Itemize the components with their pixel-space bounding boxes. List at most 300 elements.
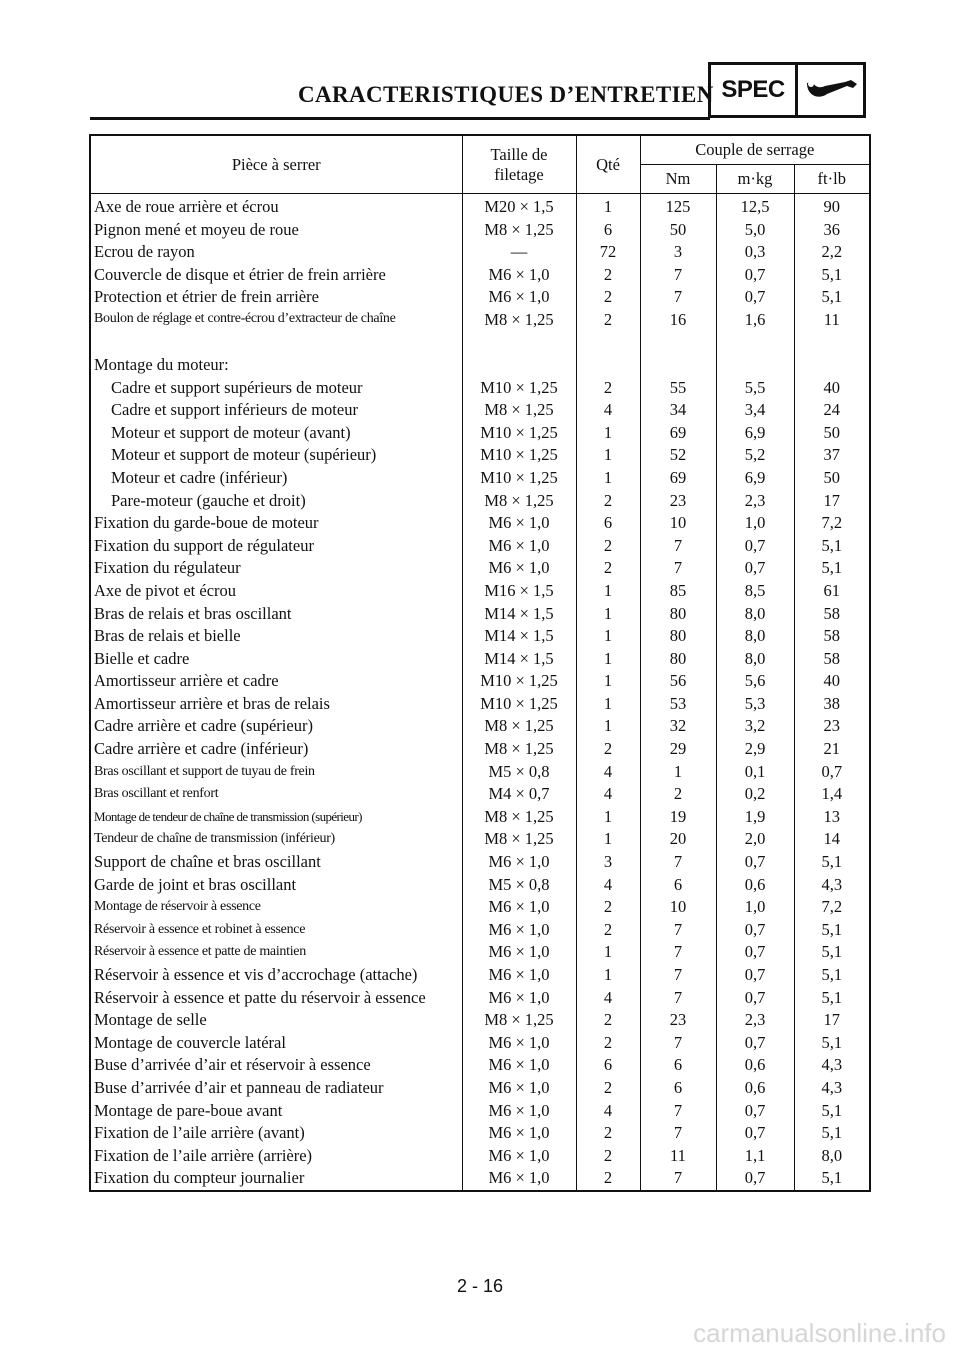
cell-thread: M8 × 1,25 <box>462 309 576 354</box>
part-name-text: Couvercle de disque et étrier de frein arrière <box>94 264 386 284</box>
cell-ftlb: 5,1 <box>794 557 870 580</box>
cell-nm: 7 <box>640 964 716 987</box>
table-row <box>90 987 870 1010</box>
cell-mkg: 0,3 <box>716 241 794 264</box>
part-name-text: Garde de joint et bras oscillant <box>94 874 297 894</box>
cell-qty: 2 <box>576 309 640 354</box>
cell-qty: 2 <box>576 738 640 761</box>
torque-table-wrapper <box>89 134 869 1192</box>
cell-ftlb: 5,1 <box>794 1167 870 1191</box>
cell-nm: 10 <box>640 896 716 919</box>
cell-mkg: 0,6 <box>716 874 794 897</box>
cell-mkg: 5,5 <box>716 377 794 400</box>
cell-thread: M6 × 1,0 <box>462 286 576 309</box>
cell-nm: 10 <box>640 512 716 535</box>
table-row <box>90 648 870 671</box>
cell-nm: 20 <box>640 828 716 851</box>
cell-thread: M20 × 1,5 <box>462 194 576 219</box>
part-name-text: Bras oscillant et support de tuyau de frein <box>94 763 315 779</box>
cell-thread: M8 × 1,25 <box>462 490 576 513</box>
cell-nm: 52 <box>640 444 716 467</box>
cell-qty: 2 <box>576 264 640 287</box>
cell-mkg: 8,0 <box>716 603 794 626</box>
cell-qty: 4 <box>576 399 640 422</box>
cell-nm: 80 <box>640 603 716 626</box>
cell-mkg: 6,9 <box>716 422 794 445</box>
cell-qty: 4 <box>576 761 640 784</box>
cell-qty: 1 <box>576 828 640 851</box>
cell-ftlb: 4,3 <box>794 1077 870 1100</box>
cell-nm: 7 <box>640 1122 716 1145</box>
cell-thread: M14 × 1,5 <box>462 648 576 671</box>
table-row <box>90 422 870 445</box>
part-name <box>90 1009 462 1032</box>
cell-mkg: 0,7 <box>716 535 794 558</box>
cell-nm: 11 <box>640 1145 716 1168</box>
table-row <box>90 1145 870 1168</box>
part-name-text: Fixation de l’aile arrière (arrière) <box>94 1145 313 1165</box>
cell-qty: 1 <box>576 194 640 219</box>
table-row <box>90 806 870 829</box>
cell-thread: M5 × 0,8 <box>462 761 576 784</box>
part-name <box>90 490 462 513</box>
table-row <box>90 670 870 693</box>
cell-mkg: 3,4 <box>716 399 794 422</box>
cell-qty: 2 <box>576 557 640 580</box>
page-number: 2 - 16 <box>456 1276 504 1296</box>
header-ftlb: ft·lb <box>794 165 870 194</box>
cell-nm: 23 <box>640 490 716 513</box>
cell-nm: 125 <box>640 194 716 219</box>
cell-qty: 1 <box>576 467 640 490</box>
cell-mkg: 1,9 <box>716 806 794 829</box>
table-row <box>90 286 870 309</box>
cell-nm: 7 <box>640 1167 716 1191</box>
cell-qty: 1 <box>576 580 640 603</box>
part-name-text: Pare-moteur (gauche et droit) <box>111 490 306 510</box>
part-name-text: Moteur et support de moteur (avant) <box>111 422 351 442</box>
table-row <box>90 874 870 897</box>
part-name <box>90 512 462 535</box>
part-name-text: Fixation du garde-boue de moteur <box>94 513 319 533</box>
cell-qty <box>576 354 640 377</box>
header-nm: Nm <box>640 165 716 194</box>
cell-ftlb: 7,2 <box>794 896 870 919</box>
part-name <box>90 422 462 445</box>
cell-mkg: 5,6 <box>716 670 794 693</box>
cell-qty: 6 <box>576 1054 640 1077</box>
cell-ftlb: 58 <box>794 603 870 626</box>
cell-nm: 2 <box>640 783 716 806</box>
cell-qty: 2 <box>576 1167 640 1191</box>
cell-ftlb: 5,1 <box>794 987 870 1010</box>
cell-ftlb: 5,1 <box>794 851 870 874</box>
cell-nm: 23 <box>640 1009 716 1032</box>
part-name <box>90 783 462 806</box>
part-name <box>90 194 462 219</box>
table-row <box>90 896 870 919</box>
cell-thread: M14 × 1,5 <box>462 625 576 648</box>
table-row <box>90 512 870 535</box>
part-name <box>90 1167 462 1191</box>
cell-ftlb: 40 <box>794 377 870 400</box>
cell-nm: 7 <box>640 919 716 942</box>
cell-qty: 1 <box>576 444 640 467</box>
part-name-text: Ecrou de rayon <box>94 242 195 262</box>
cell-nm: 16 <box>640 309 716 354</box>
cell-thread: M14 × 1,5 <box>462 603 576 626</box>
cell-ftlb: 40 <box>794 670 870 693</box>
cell-thread: M10 × 1,25 <box>462 444 576 467</box>
part-name-text: Pignon mené et moyeu de roue <box>94 219 299 239</box>
cell-mkg: 1,0 <box>716 512 794 535</box>
cell-thread: M10 × 1,25 <box>462 670 576 693</box>
table-row <box>90 535 870 558</box>
cell-qty: 1 <box>576 625 640 648</box>
cell-qty: 2 <box>576 1145 640 1168</box>
cell-ftlb: 37 <box>794 444 870 467</box>
table-row <box>90 1167 870 1191</box>
part-name-text: Réservoir à essence et patte de maintien <box>94 944 306 960</box>
cell-ftlb: 90 <box>794 194 870 219</box>
cell-thread: M6 × 1,0 <box>462 896 576 919</box>
table-row <box>90 964 870 987</box>
cell-qty: 2 <box>576 1009 640 1032</box>
part-name <box>90 286 462 309</box>
table-row <box>90 603 870 626</box>
watermark: carmanualsonline.info <box>693 1318 946 1348</box>
cell-thread: M6 × 1,0 <box>462 512 576 535</box>
table-row <box>90 1122 870 1145</box>
cell-mkg: 0,6 <box>716 1077 794 1100</box>
cell-thread: M16 × 1,5 <box>462 580 576 603</box>
spec-label: SPEC <box>711 65 798 115</box>
part-name <box>90 535 462 558</box>
cell-nm: 6 <box>640 874 716 897</box>
part-name-text: Fixation du compteur journalier <box>94 1168 305 1188</box>
cell-thread: — <box>462 241 576 264</box>
cell-ftlb: 0,7 <box>794 761 870 784</box>
cell-nm: 6 <box>640 1077 716 1100</box>
cell-thread: M6 × 1,0 <box>462 1167 576 1191</box>
part-name <box>90 851 462 874</box>
cell-qty: 1 <box>576 693 640 716</box>
part-name <box>90 896 462 919</box>
part-name <box>90 987 462 1010</box>
table-row <box>90 490 870 513</box>
cell-ftlb: 11 <box>794 309 870 354</box>
table-row <box>90 557 870 580</box>
part-name-text: Amortisseur arrière et bras de relais <box>94 693 330 713</box>
part-name <box>90 377 462 400</box>
part-name <box>90 648 462 671</box>
cell-ftlb: 5,1 <box>794 535 870 558</box>
cell-ftlb: 21 <box>794 738 870 761</box>
cell-thread: M6 × 1,0 <box>462 557 576 580</box>
cell-thread: M8 × 1,25 <box>462 1009 576 1032</box>
cell-nm: 7 <box>640 941 716 964</box>
cell-qty: 1 <box>576 603 640 626</box>
part-name <box>90 309 462 354</box>
cell-mkg: 1,6 <box>716 309 794 354</box>
part-name <box>90 264 462 287</box>
cell-mkg: 2,3 <box>716 1009 794 1032</box>
part-name-text: Boulon de réglage et contre-écrou d’extracteur de chaîne <box>94 310 396 326</box>
part-name <box>90 919 462 942</box>
cell-qty: 1 <box>576 964 640 987</box>
table-row <box>90 377 870 400</box>
table-row <box>90 467 870 490</box>
cell-mkg: 0,2 <box>716 783 794 806</box>
cell-ftlb <box>794 354 870 377</box>
table-row <box>90 194 870 219</box>
cell-thread: M6 × 1,0 <box>462 264 576 287</box>
cell-mkg: 1,1 <box>716 1145 794 1168</box>
part-name-text: Fixation du support de régulateur <box>94 535 314 555</box>
table-row <box>90 715 870 738</box>
part-name-text: Buse d’arrivée d’air et réservoir à essence <box>94 1055 371 1075</box>
cell-nm: 3 <box>640 241 716 264</box>
cell-mkg: 0,1 <box>716 761 794 784</box>
part-name-text: Fixation de l’aile arrière (avant) <box>94 1123 305 1143</box>
cell-nm: 7 <box>640 987 716 1010</box>
table-row <box>90 851 870 874</box>
cell-mkg: 8,5 <box>716 580 794 603</box>
part-name-text: Cadre arrière et cadre (inférieur) <box>94 739 309 759</box>
cell-qty: 6 <box>576 219 640 242</box>
part-name <box>90 219 462 242</box>
cell-thread: M8 × 1,25 <box>462 715 576 738</box>
part-name <box>90 580 462 603</box>
table-row <box>90 1009 870 1032</box>
cell-thread: M6 × 1,0 <box>462 535 576 558</box>
part-name-text: Montage de couvercle latéral <box>94 1032 286 1052</box>
cell-qty: 6 <box>576 512 640 535</box>
cell-thread: M6 × 1,0 <box>462 941 576 964</box>
cell-nm: 19 <box>640 806 716 829</box>
part-name-text: Cadre arrière et cadre (supérieur) <box>94 716 313 736</box>
table-row <box>90 309 870 354</box>
header-mkg: m·kg <box>716 165 794 194</box>
cell-ftlb: 17 <box>794 490 870 513</box>
cell-ftlb: 5,1 <box>794 1100 870 1123</box>
cell-mkg: 0,7 <box>716 941 794 964</box>
part-name <box>90 964 462 987</box>
cell-mkg <box>716 354 794 377</box>
cell-ftlb: 5,1 <box>794 919 870 942</box>
cell-mkg: 0,7 <box>716 1122 794 1145</box>
table-row <box>90 738 870 761</box>
cell-ftlb: 5,1 <box>794 264 870 287</box>
part-name-text: Montage de réservoir à essence <box>94 899 261 915</box>
part-name <box>90 625 462 648</box>
table-row <box>90 761 870 784</box>
table-row <box>90 828 870 851</box>
part-name-text: Montage de tendeur de chaîne de transmission (supérieur) <box>94 808 362 824</box>
cell-ftlb: 4,3 <box>794 874 870 897</box>
cell-qty: 2 <box>576 1032 640 1055</box>
cell-nm: 80 <box>640 625 716 648</box>
cell-mkg: 0,7 <box>716 1032 794 1055</box>
part-name <box>90 670 462 693</box>
page-title: CARACTERISTIQUES D’ENTRETIEN <box>298 82 714 107</box>
part-name <box>90 241 462 264</box>
cell-qty: 1 <box>576 806 640 829</box>
table-row <box>90 580 870 603</box>
part-name-text: Tendeur de chaîne de transmission (inférieur) <box>94 831 335 847</box>
cell-ftlb: 17 <box>794 1009 870 1032</box>
cell-mkg: 12,5 <box>716 194 794 219</box>
cell-mkg: 2,3 <box>716 490 794 513</box>
cell-thread: M6 × 1,0 <box>462 964 576 987</box>
part-name <box>90 715 462 738</box>
cell-mkg: 0,7 <box>716 286 794 309</box>
cell-nm: 7 <box>640 557 716 580</box>
cell-ftlb: 8,0 <box>794 1145 870 1168</box>
cell-ftlb: 14 <box>794 828 870 851</box>
part-name <box>90 1122 462 1145</box>
part-name-text: Moteur et support de moteur (supérieur) <box>111 445 377 465</box>
cell-ftlb: 50 <box>794 422 870 445</box>
part-name <box>90 354 462 377</box>
cell-thread: M6 × 1,0 <box>462 1122 576 1145</box>
table-row <box>90 241 870 264</box>
cell-ftlb: 38 <box>794 693 870 716</box>
cell-nm: 69 <box>640 467 716 490</box>
part-name <box>90 1100 462 1123</box>
cell-thread: M8 × 1,25 <box>462 219 576 242</box>
cell-qty: 4 <box>576 987 640 1010</box>
cell-ftlb: 24 <box>794 399 870 422</box>
part-name-text: Montage du moteur: <box>94 354 229 374</box>
cell-ftlb: 23 <box>794 715 870 738</box>
table-row <box>90 1032 870 1055</box>
part-name <box>90 806 462 829</box>
part-name-text: Moteur et cadre (inférieur) <box>111 467 288 487</box>
cell-qty: 1 <box>576 422 640 445</box>
table-row <box>90 354 870 377</box>
cell-nm: 80 <box>640 648 716 671</box>
cell-thread: M6 × 1,0 <box>462 851 576 874</box>
part-name <box>90 828 462 851</box>
title-underline <box>90 117 710 120</box>
cell-ftlb: 5,1 <box>794 941 870 964</box>
part-name-text: Montage de selle <box>94 1010 207 1030</box>
table-row <box>90 625 870 648</box>
cell-mkg: 0,7 <box>716 557 794 580</box>
part-name-text: Bras oscillant et renfort <box>94 786 219 802</box>
cell-nm: 32 <box>640 715 716 738</box>
cell-ftlb: 5,1 <box>794 1032 870 1055</box>
cell-nm: 34 <box>640 399 716 422</box>
part-name-text: Protection et étrier de frein arrière <box>94 287 319 307</box>
cell-qty: 4 <box>576 1100 640 1123</box>
part-name-text: Réservoir à essence et vis d’accrochage (attache) <box>94 965 418 984</box>
part-name <box>90 738 462 761</box>
part-name-text: Réservoir à essence et robinet à essence <box>94 921 306 937</box>
table-row <box>90 693 870 716</box>
part-name-text: Amortisseur arrière et cadre <box>94 671 279 691</box>
cell-thread: M8 × 1,25 <box>462 806 576 829</box>
part-name <box>90 1032 462 1055</box>
spec-badge <box>708 62 866 118</box>
cell-mkg: 0,7 <box>716 851 794 874</box>
torque-table <box>89 134 871 1192</box>
cell-ftlb: 2,2 <box>794 241 870 264</box>
table-row <box>90 399 870 422</box>
cell-qty: 72 <box>576 241 640 264</box>
cell-ftlb: 7,2 <box>794 512 870 535</box>
cell-qty: 2 <box>576 535 640 558</box>
cell-thread: M5 × 0,8 <box>462 874 576 897</box>
cell-thread: M4 × 0,7 <box>462 783 576 806</box>
cell-ftlb: 5,1 <box>794 964 870 987</box>
part-name-text: Axe de pivot et écrou <box>94 580 237 600</box>
wrench-icon <box>798 65 863 115</box>
cell-ftlb: 1,4 <box>794 783 870 806</box>
cell-ftlb: 50 <box>794 467 870 490</box>
cell-nm: 7 <box>640 851 716 874</box>
part-name <box>90 399 462 422</box>
cell-qty: 1 <box>576 715 640 738</box>
cell-qty: 1 <box>576 648 640 671</box>
table-row <box>90 1077 870 1100</box>
cell-qty: 2 <box>576 919 640 942</box>
cell-thread: M10 × 1,25 <box>462 693 576 716</box>
cell-mkg: 0,7 <box>716 1100 794 1123</box>
cell-nm <box>640 354 716 377</box>
cell-ftlb: 4,3 <box>794 1054 870 1077</box>
cell-ftlb: 13 <box>794 806 870 829</box>
cell-mkg: 0,6 <box>716 1054 794 1077</box>
cell-thread: M6 × 1,0 <box>462 1100 576 1123</box>
cell-nm: 56 <box>640 670 716 693</box>
cell-ftlb: 61 <box>794 580 870 603</box>
cell-thread: M6 × 1,0 <box>462 1077 576 1100</box>
part-name <box>90 761 462 784</box>
cell-ftlb: 58 <box>794 648 870 671</box>
table-row <box>90 941 870 964</box>
header-thread-label: Taille de filetage <box>490 144 548 184</box>
cell-qty: 2 <box>576 1122 640 1145</box>
cell-ftlb: 5,1 <box>794 1122 870 1145</box>
cell-nm: 50 <box>640 219 716 242</box>
cell-nm: 7 <box>640 264 716 287</box>
part-name <box>90 467 462 490</box>
header-qty: Qté <box>576 135 640 194</box>
cell-mkg: 0,7 <box>716 264 794 287</box>
part-name-text: Buse d’arrivée d’air et panneau de radiateur <box>94 1077 384 1097</box>
cell-mkg: 2,0 <box>716 828 794 851</box>
table-row <box>90 1054 870 1077</box>
part-name <box>90 693 462 716</box>
cell-qty: 2 <box>576 490 640 513</box>
cell-qty: 2 <box>576 1077 640 1100</box>
cell-mkg: 5,2 <box>716 444 794 467</box>
part-name <box>90 444 462 467</box>
part-name-text: Fixation du régulateur <box>94 558 241 578</box>
header-thread <box>462 135 576 194</box>
cell-nm: 7 <box>640 286 716 309</box>
part-name <box>90 1077 462 1100</box>
part-name <box>90 1145 462 1168</box>
part-name-text: Bielle et cadre <box>94 648 190 668</box>
cell-qty: 1 <box>576 670 640 693</box>
table-body <box>90 194 870 1191</box>
cell-thread: M8 × 1,25 <box>462 738 576 761</box>
cell-mkg: 2,9 <box>716 738 794 761</box>
table-row <box>90 1100 870 1123</box>
